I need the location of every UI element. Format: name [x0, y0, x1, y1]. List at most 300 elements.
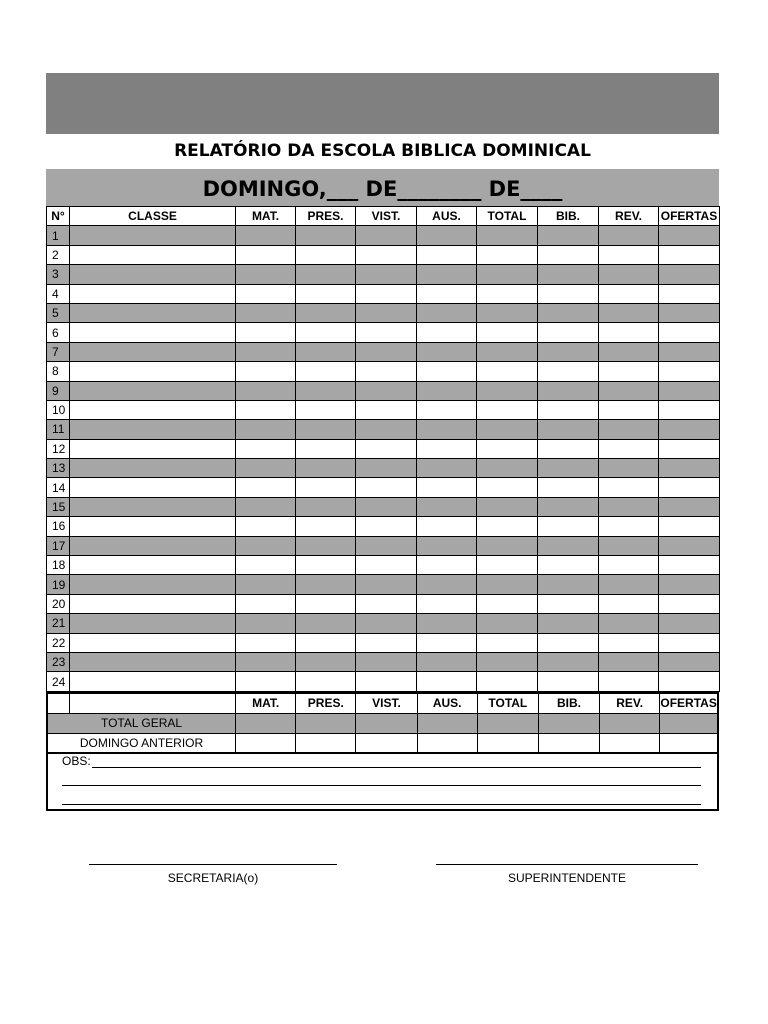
table-cell[interactable]	[356, 381, 417, 400]
table-cell[interactable]	[236, 478, 296, 497]
table-cell[interactable]	[296, 245, 356, 264]
column-header: VIST.	[356, 207, 417, 226]
table-row	[47, 362, 720, 381]
table-cell[interactable]	[538, 536, 599, 555]
obs-line[interactable]	[62, 804, 701, 805]
table-cell[interactable]	[236, 733, 296, 753]
table-cell[interactable]	[70, 594, 236, 613]
table-cell[interactable]	[236, 633, 296, 652]
row-number: 13	[47, 459, 70, 478]
table-cell[interactable]	[417, 420, 477, 439]
table-cell[interactable]	[417, 594, 477, 613]
table-cell[interactable]	[477, 284, 538, 303]
table-cell[interactable]	[236, 497, 296, 516]
table-cell[interactable]	[599, 381, 659, 400]
table-cell[interactable]	[356, 265, 417, 284]
table-cell[interactable]	[599, 536, 659, 555]
table-cell[interactable]	[417, 672, 477, 691]
table-cell[interactable]	[236, 342, 296, 361]
table-cell[interactable]	[538, 633, 599, 652]
table-cell[interactable]	[659, 420, 720, 439]
superintendente-signature-line[interactable]	[436, 864, 698, 865]
table-cell[interactable]	[659, 556, 720, 575]
row-number: 10	[47, 400, 70, 419]
table-cell[interactable]	[417, 517, 477, 536]
table-cell[interactable]	[538, 362, 599, 381]
table-cell[interactable]	[538, 594, 599, 613]
table-row	[47, 497, 720, 516]
table-cell[interactable]	[356, 556, 417, 575]
totals-blank-classe	[69, 693, 235, 713]
table-cell[interactable]	[296, 536, 356, 555]
table-cell[interactable]	[477, 556, 538, 575]
table-cell[interactable]	[477, 303, 538, 322]
row-number: 8	[47, 362, 70, 381]
totals-column-header: AUS.	[417, 693, 477, 713]
table-cell[interactable]	[70, 633, 236, 652]
table-cell[interactable]	[296, 614, 356, 633]
table-cell[interactable]	[70, 342, 236, 361]
table-cell[interactable]	[477, 614, 538, 633]
table-cell[interactable]	[477, 733, 538, 753]
table-cell[interactable]	[70, 536, 236, 555]
row-number: 15	[47, 497, 70, 516]
table-cell[interactable]	[659, 536, 720, 555]
table-cell[interactable]	[417, 633, 477, 652]
table-cell[interactable]	[659, 459, 720, 478]
table-cell[interactable]	[599, 459, 659, 478]
table-cell[interactable]	[477, 459, 538, 478]
table-cell[interactable]	[599, 245, 659, 264]
table-cell[interactable]	[538, 478, 599, 497]
table-cell[interactable]	[70, 362, 236, 381]
table-cell[interactable]	[417, 556, 477, 575]
table-cell[interactable]	[356, 303, 417, 322]
table-cell[interactable]	[236, 459, 296, 478]
row-number: 9	[47, 381, 70, 400]
column-header: BIB.	[538, 207, 599, 226]
table-cell[interactable]	[538, 556, 599, 575]
table-cell[interactable]	[538, 284, 599, 303]
table-cell[interactable]	[296, 459, 356, 478]
table-header-row	[47, 207, 720, 226]
column-header: CLASSE	[70, 207, 236, 226]
table-cell[interactable]	[417, 497, 477, 516]
table-cell[interactable]	[659, 439, 720, 458]
table-cell[interactable]	[477, 226, 538, 245]
table-cell[interactable]	[356, 439, 417, 458]
table-cell[interactable]	[659, 672, 720, 691]
table-cell[interactable]	[659, 342, 720, 361]
row-number: 14	[47, 478, 70, 497]
table-cell[interactable]	[417, 303, 477, 322]
table-cell[interactable]	[538, 517, 599, 536]
table-cell[interactable]	[236, 614, 296, 633]
table-cell[interactable]	[236, 381, 296, 400]
table-cell[interactable]	[417, 245, 477, 264]
table-cell[interactable]	[356, 226, 417, 245]
column-header: AUS.	[417, 207, 477, 226]
table-row	[47, 672, 720, 691]
table-row	[47, 633, 720, 652]
table-cell[interactable]	[356, 342, 417, 361]
table-cell[interactable]	[296, 733, 356, 753]
totals-blank-n	[47, 693, 69, 713]
table-cell[interactable]	[70, 556, 236, 575]
table-cell[interactable]	[296, 713, 356, 733]
table-cell[interactable]	[659, 614, 720, 633]
table-cell[interactable]	[659, 303, 720, 322]
table-cell[interactable]	[296, 362, 356, 381]
table-cell[interactable]	[599, 556, 659, 575]
table-cell[interactable]	[356, 420, 417, 439]
table-cell[interactable]	[659, 323, 720, 342]
table-cell[interactable]	[477, 400, 538, 419]
obs-line[interactable]	[62, 785, 701, 786]
table-cell[interactable]	[659, 497, 720, 516]
table-cell[interactable]	[236, 517, 296, 536]
table-row	[47, 652, 720, 671]
table-row	[47, 594, 720, 613]
table-cell[interactable]	[236, 265, 296, 284]
table-cell[interactable]	[70, 517, 236, 536]
table-cell[interactable]	[417, 265, 477, 284]
table-cell[interactable]	[477, 575, 538, 594]
obs-label: OBS:	[62, 754, 91, 768]
table-cell[interactable]	[599, 614, 659, 633]
table-cell[interactable]	[356, 459, 417, 478]
table-cell[interactable]	[599, 594, 659, 613]
table-cell[interactable]	[599, 265, 659, 284]
table-cell[interactable]	[417, 400, 477, 419]
table-cell[interactable]	[296, 303, 356, 322]
table-cell[interactable]	[599, 303, 659, 322]
table-cell[interactable]	[296, 342, 356, 361]
table-cell[interactable]	[599, 284, 659, 303]
table-cell[interactable]	[538, 400, 599, 419]
table-cell[interactable]	[538, 303, 599, 322]
total-geral-row	[47, 713, 718, 733]
table-cell[interactable]	[236, 556, 296, 575]
obs-box	[46, 752, 719, 811]
table-cell[interactable]	[296, 497, 356, 516]
table-cell[interactable]	[477, 713, 538, 733]
table-cell[interactable]	[599, 226, 659, 245]
table-cell[interactable]	[538, 342, 599, 361]
table-cell[interactable]	[296, 265, 356, 284]
row-number: 21	[47, 614, 70, 633]
table-row	[47, 478, 720, 497]
table-cell[interactable]	[477, 497, 538, 516]
table-cell[interactable]	[236, 594, 296, 613]
table-cell[interactable]	[296, 594, 356, 613]
table-cell[interactable]	[477, 265, 538, 284]
table-cell[interactable]	[70, 652, 236, 671]
table-cell[interactable]	[660, 713, 718, 733]
table-cell[interactable]	[599, 478, 659, 497]
table-cell[interactable]	[599, 439, 659, 458]
row-number: 22	[47, 633, 70, 652]
table-cell[interactable]	[599, 323, 659, 342]
table-cell[interactable]	[296, 517, 356, 536]
table-cell[interactable]	[296, 652, 356, 671]
table-cell[interactable]	[236, 652, 296, 671]
table-cell[interactable]	[417, 362, 477, 381]
table-cell[interactable]	[70, 672, 236, 691]
table-cell[interactable]	[236, 284, 296, 303]
table-cell[interactable]	[659, 381, 720, 400]
table-cell[interactable]	[659, 265, 720, 284]
table-cell[interactable]	[599, 362, 659, 381]
table-cell[interactable]	[296, 439, 356, 458]
table-row	[47, 284, 720, 303]
table-cell[interactable]	[417, 226, 477, 245]
table-cell[interactable]	[417, 713, 477, 733]
table-cell[interactable]	[600, 713, 660, 733]
table-cell[interactable]	[538, 713, 599, 733]
table-cell[interactable]	[296, 323, 356, 342]
table-cell[interactable]	[417, 439, 477, 458]
table-cell[interactable]	[477, 323, 538, 342]
table-cell[interactable]	[538, 323, 599, 342]
table-cell[interactable]	[356, 713, 417, 733]
row-number: 7	[47, 342, 70, 361]
table-cell[interactable]	[538, 459, 599, 478]
table-cell[interactable]	[538, 672, 599, 691]
table-cell[interactable]	[599, 652, 659, 671]
table-cell[interactable]	[296, 226, 356, 245]
totals-table	[46, 692, 719, 754]
table-cell[interactable]	[599, 420, 659, 439]
table-cell[interactable]	[70, 575, 236, 594]
date-line: DOMINGO,___ DE________ DE____	[46, 169, 719, 207]
table-cell[interactable]	[538, 381, 599, 400]
domingo-anterior-label: DOMINGO ANTERIOR	[47, 733, 236, 753]
table-cell[interactable]	[659, 284, 720, 303]
table-cell[interactable]	[600, 733, 660, 753]
totals-column-header: VIST.	[356, 693, 417, 713]
table-cell[interactable]	[70, 420, 236, 439]
table-cell[interactable]	[356, 536, 417, 555]
table-cell[interactable]	[659, 633, 720, 652]
row-number: 16	[47, 517, 70, 536]
table-cell[interactable]	[477, 633, 538, 652]
table-row	[47, 381, 720, 400]
table-cell[interactable]	[296, 400, 356, 419]
table-cell[interactable]	[236, 420, 296, 439]
table-cell[interactable]	[659, 594, 720, 613]
column-header: OFERTAS	[659, 207, 720, 226]
attendance-table	[46, 206, 720, 692]
table-cell[interactable]	[477, 245, 538, 264]
table-cell[interactable]	[356, 284, 417, 303]
table-cell[interactable]	[538, 245, 599, 264]
secretaria-signature-line[interactable]	[89, 864, 337, 865]
table-cell[interactable]	[356, 614, 417, 633]
column-header: TOTAL	[477, 207, 538, 226]
table-cell[interactable]	[70, 323, 236, 342]
table-cell[interactable]	[417, 575, 477, 594]
table-cell[interactable]	[236, 226, 296, 245]
table-row	[47, 556, 720, 575]
table-cell[interactable]	[356, 672, 417, 691]
table-cell[interactable]	[477, 420, 538, 439]
column-header: PRES.	[296, 207, 356, 226]
table-cell[interactable]	[659, 245, 720, 264]
table-cell[interactable]	[538, 575, 599, 594]
table-cell[interactable]	[296, 672, 356, 691]
table-cell[interactable]	[477, 517, 538, 536]
table-cell[interactable]	[417, 652, 477, 671]
table-cell[interactable]	[70, 245, 236, 264]
table-cell[interactable]	[70, 497, 236, 516]
table-cell[interactable]	[70, 284, 236, 303]
table-cell[interactable]	[538, 265, 599, 284]
totals-column-header: BIB.	[538, 693, 599, 713]
table-cell[interactable]	[599, 633, 659, 652]
table-cell[interactable]	[356, 575, 417, 594]
table-cell[interactable]	[236, 439, 296, 458]
table-cell[interactable]	[417, 381, 477, 400]
row-number: 18	[47, 556, 70, 575]
table-cell[interactable]	[356, 400, 417, 419]
table-cell[interactable]	[599, 672, 659, 691]
table-cell[interactable]	[296, 556, 356, 575]
domingo-anterior-row	[47, 733, 718, 753]
table-cell[interactable]	[659, 400, 720, 419]
table-cell[interactable]	[236, 672, 296, 691]
table-cell[interactable]	[70, 614, 236, 633]
table-cell[interactable]	[296, 420, 356, 439]
table-cell[interactable]	[70, 226, 236, 245]
table-cell[interactable]	[477, 536, 538, 555]
table-cell[interactable]	[417, 459, 477, 478]
table-cell[interactable]	[417, 323, 477, 342]
table-cell[interactable]	[356, 323, 417, 342]
table-cell[interactable]	[599, 400, 659, 419]
table-cell[interactable]	[296, 284, 356, 303]
table-cell[interactable]	[296, 478, 356, 497]
row-number: 24	[47, 672, 70, 691]
table-row	[47, 400, 720, 419]
table-cell[interactable]	[236, 713, 296, 733]
table-cell[interactable]	[477, 478, 538, 497]
table-cell[interactable]	[356, 362, 417, 381]
table-cell[interactable]	[417, 536, 477, 555]
table-cell[interactable]	[417, 342, 477, 361]
table-cell[interactable]	[659, 478, 720, 497]
row-number: 17	[47, 536, 70, 555]
table-cell[interactable]	[477, 381, 538, 400]
table-row	[47, 265, 720, 284]
column-header: N°	[47, 207, 70, 226]
table-cell[interactable]	[599, 517, 659, 536]
table-cell[interactable]	[659, 517, 720, 536]
table-cell[interactable]	[477, 439, 538, 458]
table-cell[interactable]	[538, 614, 599, 633]
table-cell[interactable]	[356, 733, 417, 753]
row-number: 4	[47, 284, 70, 303]
superintendente-label: SUPERINTENDENTE	[507, 871, 626, 885]
totals-column-header: PRES.	[296, 693, 356, 713]
table-cell[interactable]	[236, 245, 296, 264]
table-cell[interactable]	[236, 536, 296, 555]
table-cell[interactable]	[417, 614, 477, 633]
table-cell[interactable]	[538, 226, 599, 245]
table-cell[interactable]	[417, 478, 477, 497]
row-number: 3	[47, 265, 70, 284]
table-cell[interactable]	[356, 633, 417, 652]
table-cell[interactable]	[660, 733, 718, 753]
table-cell[interactable]	[659, 362, 720, 381]
table-cell[interactable]	[538, 497, 599, 516]
table-cell[interactable]	[236, 303, 296, 322]
table-cell[interactable]	[70, 381, 236, 400]
table-cell[interactable]	[538, 420, 599, 439]
table-cell[interactable]	[659, 575, 720, 594]
table-cell[interactable]	[477, 672, 538, 691]
table-cell[interactable]	[356, 652, 417, 671]
row-number: 23	[47, 652, 70, 671]
table-row	[47, 323, 720, 342]
totals-header-row	[47, 693, 718, 713]
table-cell[interactable]	[296, 633, 356, 652]
table-cell[interactable]	[477, 594, 538, 613]
table-cell[interactable]	[70, 478, 236, 497]
table-cell[interactable]	[70, 439, 236, 458]
table-cell[interactable]	[356, 497, 417, 516]
table-cell[interactable]	[659, 652, 720, 671]
table-cell[interactable]	[296, 381, 356, 400]
table-row	[47, 536, 720, 555]
table-cell[interactable]	[417, 284, 477, 303]
table-cell[interactable]	[599, 342, 659, 361]
table-cell[interactable]	[236, 323, 296, 342]
table-cell[interactable]	[70, 265, 236, 284]
table-cell[interactable]	[356, 594, 417, 613]
table-cell[interactable]	[417, 733, 477, 753]
table-cell[interactable]	[599, 575, 659, 594]
table-row	[47, 614, 720, 633]
table-cell[interactable]	[356, 517, 417, 536]
table-cell[interactable]	[356, 245, 417, 264]
table-cell[interactable]	[70, 459, 236, 478]
table-cell[interactable]	[477, 362, 538, 381]
totals-column-header: OFERTAS	[660, 693, 718, 713]
row-number: 19	[47, 575, 70, 594]
table-cell[interactable]	[236, 575, 296, 594]
row-number: 12	[47, 439, 70, 458]
table-cell[interactable]	[599, 497, 659, 516]
table-cell[interactable]	[538, 652, 599, 671]
table-row	[47, 245, 720, 264]
table-cell[interactable]	[477, 652, 538, 671]
table-cell[interactable]	[296, 575, 356, 594]
table-row	[47, 517, 720, 536]
obs-line[interactable]	[88, 767, 701, 768]
table-cell[interactable]	[70, 400, 236, 419]
table-cell[interactable]	[538, 733, 599, 753]
table-cell[interactable]	[659, 226, 720, 245]
total-geral-label: TOTAL GERAL	[47, 713, 236, 733]
table-cell[interactable]	[70, 303, 236, 322]
table-cell[interactable]	[236, 362, 296, 381]
table-row	[47, 342, 720, 361]
table-cell[interactable]	[538, 439, 599, 458]
table-cell[interactable]	[477, 342, 538, 361]
table-cell[interactable]	[236, 400, 296, 419]
table-cell[interactable]	[356, 478, 417, 497]
